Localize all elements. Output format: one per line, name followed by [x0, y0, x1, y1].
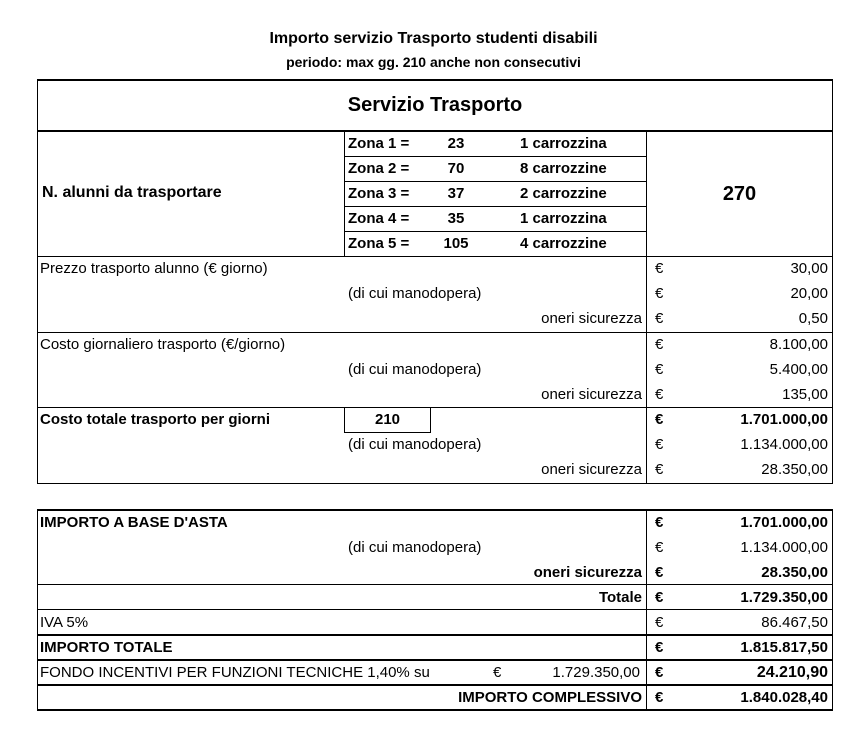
price-label: Prezzo trasporto alunno (€ giorno)	[40, 260, 268, 277]
total-safety-label: oneri sicurezza	[541, 461, 642, 478]
zone-count: 23	[447, 135, 465, 152]
zone-wheelchairs: 4 carrozzine	[520, 235, 607, 252]
total-labor-value: 1.134.000,00	[740, 436, 828, 453]
importo-totale-value: 1.815.817,50	[740, 639, 828, 656]
zone-count: 37	[447, 185, 465, 202]
daily-label: Costo giornaliero trasporto (€/giorno)	[40, 336, 286, 353]
totale-value: 1.729.350,00	[740, 589, 828, 606]
euro-sign: €	[655, 689, 664, 706]
euro-sign: €	[655, 461, 664, 478]
zone-label: Zona 3 =	[348, 185, 410, 202]
daily-labor-value: 5.400,00	[769, 361, 828, 378]
zone-count: 105	[443, 235, 469, 252]
zone-label: Zona 1 =	[348, 135, 410, 152]
daily-safety-label: oneri sicurezza	[541, 386, 642, 403]
euro-sign: €	[655, 386, 664, 403]
zone-wheelchairs: 8 carrozzine	[520, 160, 607, 177]
price-safety-label: oneri sicurezza	[541, 310, 642, 327]
base-asta-value: 1.701.000,00	[740, 514, 828, 531]
totale-label: Totale	[598, 589, 642, 606]
zone-label: Zona 4 =	[348, 210, 410, 227]
students-total: 270	[722, 183, 757, 205]
total-labor-label: (di cui manodopera)	[348, 436, 482, 453]
base-asta-label: IMPORTO A BASE D'ASTA	[40, 514, 228, 531]
total-days-label: Costo totale trasporto per giorni	[40, 411, 271, 428]
price-value: 30,00	[790, 260, 828, 277]
euro-sign: €	[655, 310, 664, 327]
euro-sign: €	[655, 639, 664, 656]
importo-totale-label: IMPORTO TOTALE	[40, 639, 173, 656]
zone-count: 35	[447, 210, 465, 227]
days-value: 210	[374, 411, 401, 428]
fondo-label: FONDO INCENTIVI PER FUNZIONI TECNICHE 1,40% su	[40, 664, 430, 681]
daily-value: 8.100,00	[769, 336, 828, 353]
iva-label: IVA 5%	[40, 614, 89, 631]
euro-sign: €	[655, 589, 664, 606]
service-title: Servizio Trasporto	[347, 94, 523, 116]
daily-labor-label: (di cui manodopera)	[348, 361, 482, 378]
euro-sign: €	[655, 539, 664, 556]
importo-complessivo-value: 1.840.028,40	[740, 689, 828, 706]
summary-safety-label: oneri sicurezza	[533, 564, 642, 581]
fondo-base-value: 1.729.350,00	[552, 664, 640, 681]
importo-complessivo-label: IMPORTO COMPLESSIVO	[458, 689, 642, 706]
euro-sign: €	[655, 664, 664, 681]
summary-safety-value: 28.350,00	[761, 564, 828, 581]
fondo-value: 24.210,90	[756, 664, 828, 681]
zone-count: 70	[447, 160, 465, 177]
period-subtitle: periodo: max gg. 210 anche non consecutivi	[286, 54, 581, 70]
page-title: Importo servizio Trasporto studenti disabili	[269, 30, 598, 47]
total-days-value: 1.701.000,00	[740, 411, 828, 428]
euro-sign: €	[655, 614, 664, 631]
zone-label: Zona 5 =	[348, 235, 410, 252]
euro-sign: €	[655, 564, 664, 581]
zone-wheelchairs: 1 carrozzina	[520, 135, 607, 152]
daily-safety-value: 135,00	[782, 386, 828, 403]
zone-wheelchairs: 2 carrozzine	[520, 185, 607, 202]
summary-labor-value: 1.134.000,00	[740, 539, 828, 556]
zone-label: Zona 2 =	[348, 160, 410, 177]
euro-sign: €	[655, 411, 664, 428]
iva-value: 86.467,50	[761, 614, 828, 631]
zone-wheelchairs: 1 carrozzina	[520, 210, 607, 227]
summary-labor-label: (di cui manodopera)	[348, 539, 482, 556]
euro-sign: €	[493, 664, 502, 681]
euro-sign: €	[655, 361, 664, 378]
price-safety-value: 0,50	[798, 310, 828, 327]
price-labor-label: (di cui manodopera)	[348, 285, 482, 302]
euro-sign: €	[655, 285, 664, 302]
euro-sign: €	[655, 260, 664, 277]
price-labor-value: 20,00	[790, 285, 828, 302]
euro-sign: €	[655, 336, 664, 353]
students-label: N. alunni da trasportare	[42, 184, 222, 201]
euro-sign: €	[655, 436, 664, 453]
total-safety-value: 28.350,00	[761, 461, 828, 478]
euro-sign: €	[655, 514, 664, 531]
